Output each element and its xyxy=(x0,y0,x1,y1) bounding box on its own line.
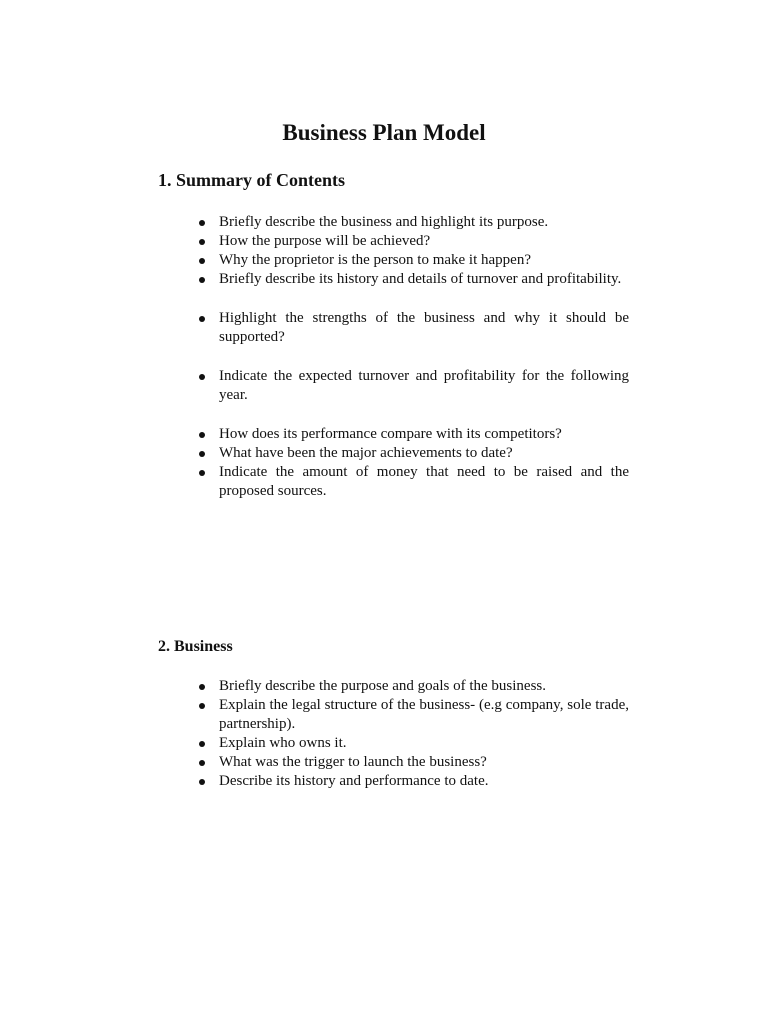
list-item-text: Briefly describe the business and highlight its purpose. xyxy=(219,214,549,230)
list-item xyxy=(0,425,768,444)
bullet-icon xyxy=(199,316,205,322)
bullet-icon xyxy=(199,239,205,245)
list-item-text: Explain the legal structure of the business- (e.g company, sole trade, partnership). xyxy=(219,697,629,732)
list-item xyxy=(0,444,768,463)
list-item xyxy=(0,463,768,501)
summary-bullet-list xyxy=(0,213,768,521)
list-item xyxy=(0,753,768,772)
list-item-text: Briefly describe the purpose and goals of the business. xyxy=(219,678,547,694)
bullet-icon xyxy=(199,277,205,283)
list-item-text: Explain who owns it. xyxy=(219,735,347,751)
section-heading-business: 2. Business xyxy=(158,638,233,655)
bullet-icon xyxy=(199,703,205,709)
bullet-icon xyxy=(199,258,205,264)
list-item-text: What have been the major achievements to date? xyxy=(219,445,513,461)
list-item-text: How does its performance compare with its competitors? xyxy=(219,426,562,442)
list-item xyxy=(0,367,768,405)
bullet-icon xyxy=(199,470,205,476)
list-item-text: How the purpose will be achieved? xyxy=(219,233,431,249)
list-item-text: Indicate the amount of money that need to be raised and the proposed sources. xyxy=(219,464,629,499)
list-item-text: Highlight the strengths of the business and why it should be supported? xyxy=(219,310,629,345)
document-title: Business Plan Model xyxy=(282,120,486,145)
list-item-text: Why the proprietor is the person to make it happen? xyxy=(219,252,531,268)
bullet-icon xyxy=(199,684,205,690)
list-item-text: Describe its history and performance to date. xyxy=(219,773,489,789)
list-item-text: Indicate the expected turnover and profitability for the following year. xyxy=(219,368,629,403)
bullet-icon xyxy=(199,760,205,766)
list-item xyxy=(0,677,768,696)
list-item xyxy=(0,772,768,791)
list-item xyxy=(0,734,768,753)
business-bullet-list xyxy=(0,677,768,791)
bullet-icon xyxy=(199,432,205,438)
list-item-text: What was the trigger to launch the business? xyxy=(219,754,487,770)
list-item xyxy=(0,696,768,734)
list-item xyxy=(0,232,768,251)
bullet-icon xyxy=(199,220,205,226)
bullet-icon xyxy=(199,779,205,785)
list-item xyxy=(0,251,768,270)
list-item xyxy=(0,213,768,232)
bullet-icon xyxy=(199,451,205,457)
list-item xyxy=(0,309,768,347)
bullet-icon xyxy=(199,374,205,380)
section-heading-summary: 1. Summary of Contents xyxy=(158,170,345,190)
bullet-icon xyxy=(199,741,205,747)
list-item xyxy=(0,270,768,289)
list-item-text: Briefly describe its history and details of turnover and profitability. xyxy=(219,271,622,287)
